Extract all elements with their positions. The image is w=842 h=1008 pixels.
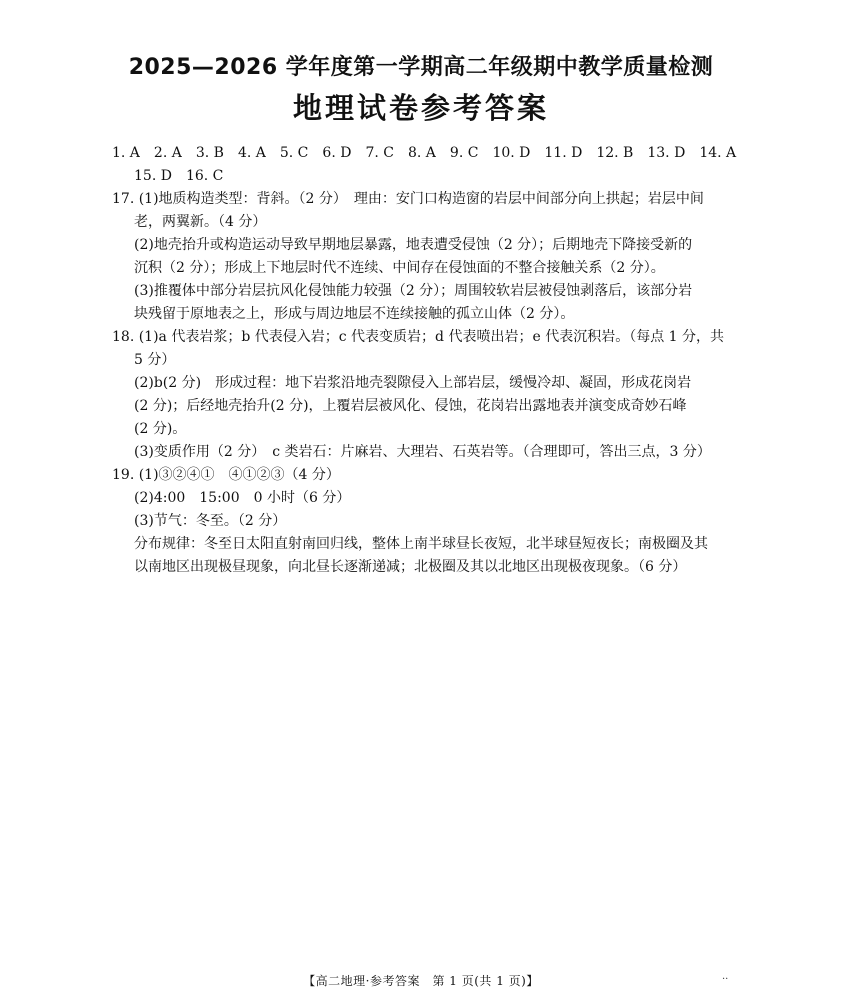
q17-line: 块残留于原地表之上，形成与周边地层不连续接触的孤立山体（2 分）。	[134, 306, 575, 322]
choice-answers-row-2	[112, 165, 737, 188]
q19-line: 分布规律：冬至日太阳直射南回归线，整体上南半球昼长夜短，北半球昼短夜长；南极圈及其	[134, 536, 708, 552]
choice-answers-row-1	[112, 142, 737, 165]
question-19-answer	[112, 464, 737, 579]
choice-answer: 10. D	[492, 145, 531, 161]
choice-answer: 6. D	[322, 145, 352, 161]
choice-answer: 12. B	[596, 145, 634, 161]
question-18-answer	[112, 326, 737, 464]
choice-answer: 8. A	[407, 145, 436, 161]
choice-answer: 1. A	[112, 145, 140, 161]
exam-title: 2025—2026 学年度第一学期高二年级期中教学质量检测	[128, 55, 714, 80]
q17-line: (3)推覆体中部分岩层抗风化侵蚀能力较强（2 分）；周围较软岩层被侵蚀剥落后，该部分岩	[134, 283, 693, 299]
choice-answer: 5. C	[279, 145, 309, 161]
q18-line: (2)b(2 分) 形成过程：地下岩浆沿地壳裂隙侵入上部岩层，缓慢冷却、凝固，形成花岗岩	[134, 375, 692, 391]
q18-line: 18. (1)a 代表岩浆；b 代表侵入岩；c 代表变质岩；d 代表喷出岩；e 代表沉积岩。（每点 1 分，共	[112, 329, 724, 345]
answer-key-title: 地理试卷参考答案	[292, 91, 549, 125]
q17-line: 17. (1)地质构造类型：背斜。（2 分） 理由：安门口构造窗的岩层中间部分向上拱起；岩层中间	[112, 191, 704, 207]
q17-line: 老，两翼新。（4 分）	[134, 214, 267, 230]
q18-line: (2 分)；后经地壳抬升(2 分)，上覆岩层被风化、侵蚀，花岗岩出露地表并演变成奇妙石峰	[134, 398, 687, 414]
q18-line: 5 分）	[134, 352, 176, 368]
page-footer: 【高二地理·参考答案 第 1 页(共 1 页)】	[303, 974, 539, 988]
q18-line: (3)变质作用（2 分） c 类岩石：片麻岩、大理岩、石英岩等。（合理即可，答出三点，3 分）	[134, 444, 711, 460]
corner-mark: ··	[722, 974, 729, 985]
q19-line: (2)4:00 15:00 0 小时（6 分）	[134, 490, 351, 506]
q19-line: 以南地区出现极昼现象，向北昼长逐渐递减；北极圈及其以北地区出现极夜现象。（6 分）	[134, 559, 687, 575]
question-17-answer	[112, 188, 737, 326]
choice-answer: 14. A	[699, 145, 737, 161]
q19-line: (3)节气：冬至。（2 分）	[134, 513, 287, 529]
q17-line: 沉积（2 分）；形成上下地层时代不连续、中间存在侵蚀面的不整合接触关系（2 分）。	[134, 260, 665, 276]
choice-answer: 7. C	[365, 145, 394, 161]
choice-answer: 4. A	[237, 145, 266, 161]
q17-line: (2)地壳抬升或构造运动导致早期地层暴露，地表遭受侵蚀（2 分）；后期地壳下降接受新的	[134, 237, 693, 253]
q18-line: (2 分)。	[134, 421, 187, 437]
choice-answer: 16. C	[185, 168, 224, 184]
choice-answer: 2. A	[153, 145, 182, 161]
answer-content	[112, 142, 737, 579]
q19-line: 19. (1)③②④① ④①②③（4 分）	[112, 467, 340, 483]
choice-answer: 13. D	[647, 145, 686, 161]
choice-answer: 11. D	[544, 145, 583, 161]
choice-answer: 3. B	[195, 145, 224, 161]
choice-answer: 9. C	[449, 145, 479, 161]
choice-answer: 15. D	[134, 168, 172, 184]
